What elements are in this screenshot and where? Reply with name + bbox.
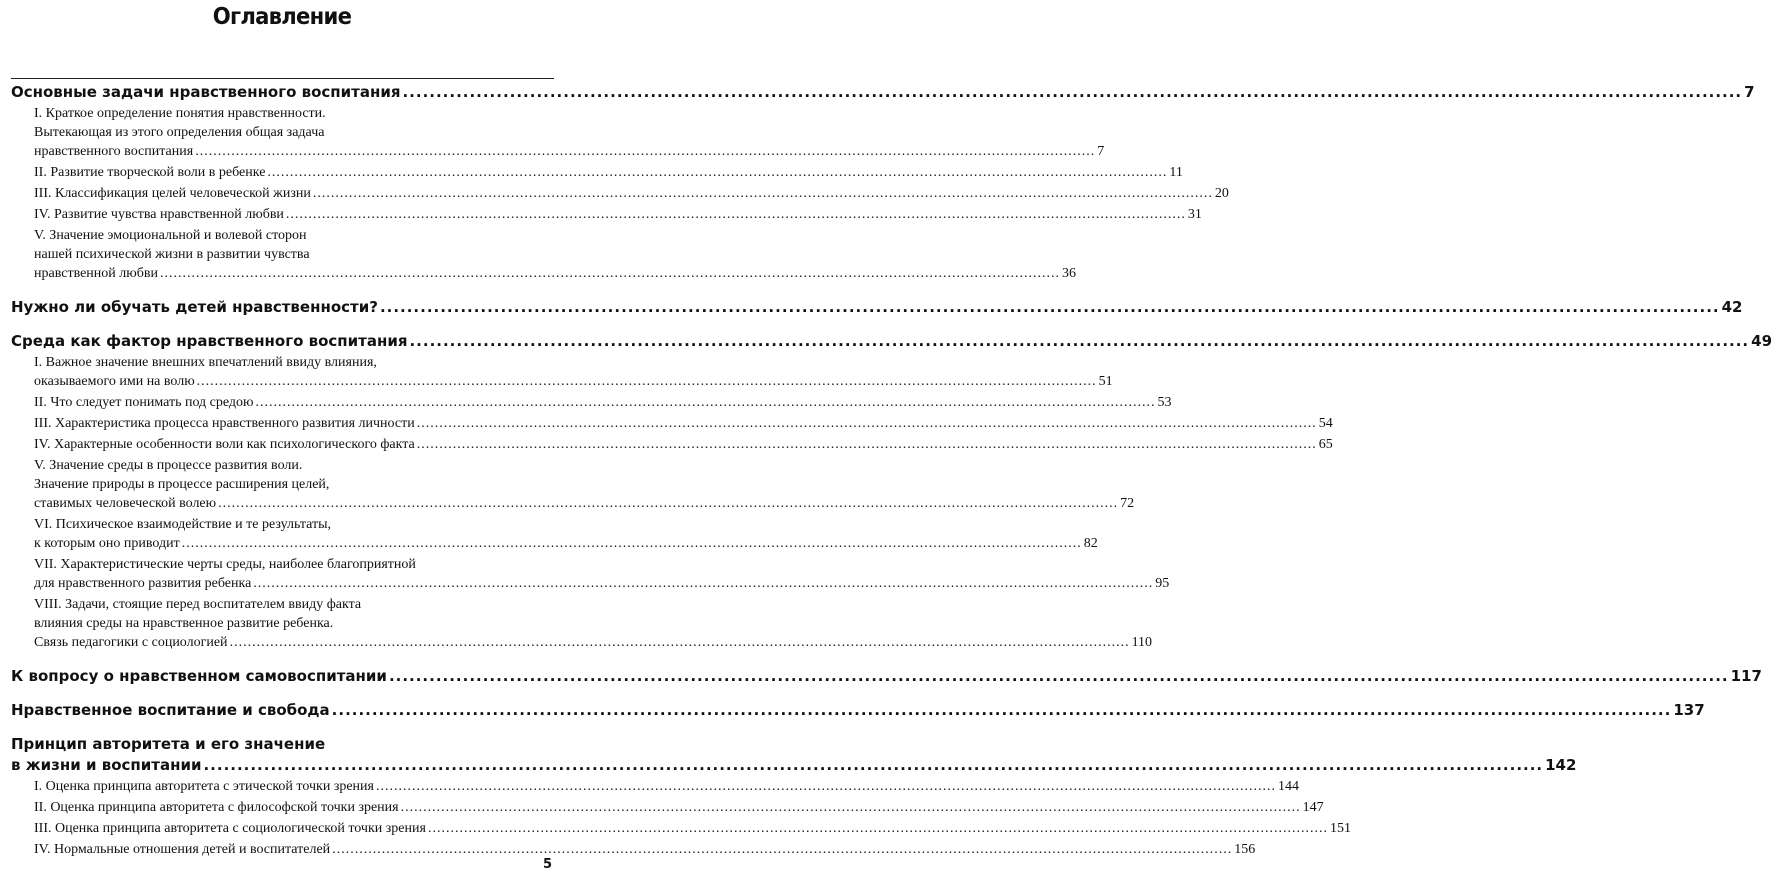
toc-entry-text: V. Значение эмоциональной и волевой сторон [34,228,307,243]
toc-entry-text: I. Краткое определение понятия нравственности. [34,106,326,121]
dot-leader: ........................................................................................................................................................................................................ [409,332,1750,350]
toc-entry-text: нравственного воспитания [34,144,194,159]
toc-entry-text: Связь педагогики с социологией [34,635,228,650]
toc-entry-last-line [34,534,1098,553]
dot-leader: ........................................................................................................................................................................................................ [253,576,1154,591]
dot-leader: ........................................................................................................................................................................................................ [267,165,1168,180]
dot-leader: ........................................................................................................................................................................................................ [255,395,1156,410]
toc-entry [34,435,1333,454]
toc-entry [34,393,1172,412]
toc-section-last-line [11,331,1772,352]
toc-section-title: Среда как фактор нравственного воспитания [11,332,408,350]
toc-entry-text: II. Что следует понимать под средою [34,395,254,410]
dot-leader: ........................................................................................................................................................................................................ [379,298,1720,316]
dot-leader: ........................................................................................................................................................................................................ [402,83,1743,101]
toc-entry [34,456,1135,513]
toc-entry-text: VIII. Задачи, стоящие перед воспитателем ввиду факта [34,597,362,612]
toc-entry-last-line [34,574,1170,593]
page-ref: 53 [1157,395,1172,410]
toc-entry [34,184,1229,203]
toc-section-last-line [11,700,1705,721]
toc-section-last-line [11,82,1755,103]
toc-entry-text: V. Значение среды в процессе развития воли. [34,458,303,473]
page-ref: 82 [1083,536,1098,551]
page-ref: 42 [1721,298,1743,316]
toc-entry-text: IV. Развитие чувства нравственной любви [34,207,284,222]
toc-section-title: Основные задачи нравственного воспитания [11,83,401,101]
toc-entry-text: IV. Характерные особенности воли как психологического факта [34,437,415,452]
toc-entry-last-line [34,163,1183,182]
toc-entry [34,840,1256,859]
toc-entry [34,163,1183,182]
dot-leader: ........................................................................................................................................................................................................ [427,821,1328,836]
toc-entry-last-line [34,372,1113,391]
toc-entry-last-line [34,205,1202,224]
dot-leader: ........................................................................................................................................................................................................ [376,779,1276,794]
page-ref: 144 [1278,779,1299,794]
toc-entry [34,104,1105,161]
page-ref: 51 [1098,374,1113,389]
toc-section [11,700,1705,721]
page-ref: 7 [1097,144,1105,159]
toc-section-title: К вопросу о нравственном самовоспитании [11,667,387,685]
toc-entry-text: VI. Психическое взаимодействие и те результаты, [34,517,331,532]
page-ref: 110 [1131,635,1153,650]
toc-entry-text: III. Характеристика процесса нравственного развития личности [34,416,415,431]
toc-entry [34,798,1324,817]
toc-entry-last-line [34,633,1153,652]
toc-entry-text: III. Классификация целей человеческой жизни [34,186,311,201]
toc-section [11,331,1772,352]
page-title: Оглавление [212,4,352,30]
dot-leader: ........................................................................................................................................................................................................ [203,756,1544,774]
page-ref: 147 [1302,800,1324,815]
page-ref: 7 [1744,83,1755,101]
page-ref: 65 [1318,437,1333,452]
toc-entry [34,819,1351,838]
toc-entry-text: Вытекающая из этого определения общая задача [34,125,325,140]
page-ref: 49 [1751,332,1772,350]
page-ref: 31 [1187,207,1202,222]
toc-entry-text: нашей психической жизни в развитии чувства [34,247,310,262]
toc-entry-last-line [34,798,1324,817]
dot-leader: ........................................................................................................................................................................................................ [331,701,1672,719]
dot-leader: ........................................................................................................................................................................................................ [332,842,1233,857]
toc-entry-last-line [34,777,1299,796]
toc-entry-last-line [34,393,1172,412]
page-ref: 117 [1730,667,1762,685]
toc-entry [34,595,1153,652]
dot-leader: ........................................................................................................................................................................................................ [416,437,1317,452]
page-ref: 36 [1061,266,1076,281]
toc-entry-last-line [34,184,1229,203]
toc-section [11,82,1755,103]
toc-entry-text: VII. Характеристические черты среды, наиболее благоприятной [34,557,416,572]
toc-entry-last-line [34,264,1076,283]
page-number: 5 [542,857,552,872]
toc-section-title: в жизни и воспитании [11,756,202,774]
toc-entry-text: II. Оценка принципа авторитета с философской точки зрения [34,800,399,815]
toc-entry-text: I. Важное значение внешних впечатлений ввиду влияния, [34,355,377,370]
dot-leader: ........................................................................................................................................................................................................ [229,635,1130,650]
toc-entry-text: I. Оценка принципа авторитета с этической точки зрения [34,779,374,794]
toc-entry-text: III. Оценка принципа авторитета с социологической точки зрения [34,821,426,836]
toc-section-title: Нужно ли обучать детей нравственности? [11,298,378,316]
page-ref: 72 [1120,496,1135,511]
dot-leader: ........................................................................................................................................................................................................ [195,144,1096,159]
dot-leader: ........................................................................................................................................................................................................ [400,800,1301,815]
toc-entry-text: IV. Нормальные отношения детей и воспитателей [34,842,331,857]
dot-leader: ........................................................................................................................................................................................................ [312,186,1213,201]
toc-entry-last-line [34,142,1105,161]
toc-entry-last-line [34,414,1333,433]
toc-section-last-line [11,755,1577,776]
toc-section [11,666,1762,687]
page-ref: 95 [1155,576,1170,591]
toc-entry-last-line [34,494,1135,513]
toc-entry [34,414,1333,433]
page-ref: 142 [1545,756,1577,774]
dot-leader: ........................................................................................................................................................................................................ [196,374,1097,389]
dot-leader: ........................................................................................................................................................................................................ [285,207,1186,222]
dot-leader: ........................................................................................................................................................................................................ [159,266,1060,281]
toc-entry [34,515,1098,553]
page-ref: 11 [1169,165,1183,180]
toc-entry-last-line [34,840,1256,859]
dot-leader: ........................................................................................................................................................................................................ [181,536,1082,551]
dot-leader: ........................................................................................................................................................................................................ [388,667,1729,685]
toc-entry-last-line [34,435,1333,454]
toc-entry-text: к которым оно приводит [34,536,180,551]
page-ref: 151 [1329,821,1351,836]
page-ref: 156 [1234,842,1256,857]
toc-entry [34,353,1113,391]
page-ref: 20 [1214,186,1229,201]
toc-section-last-line [11,297,1743,318]
page-ref: 137 [1673,701,1705,719]
dot-leader: ........................................................................................................................................................................................................ [218,496,1119,511]
title-rule [11,78,554,79]
toc-entry-text: II. Развитие творческой воли в ребенке [34,165,266,180]
toc-section [11,297,1743,318]
page-ref: 54 [1318,416,1333,431]
toc-section-last-line [11,666,1762,687]
toc-entry-text: оказываемого ими на волю [34,374,195,389]
toc-entry-text: для нравственного развития ребенка [34,576,252,591]
dot-leader: ........................................................................................................................................................................................................ [416,416,1317,431]
toc-entry-text: влияния среды на нравственное развитие ребенка. [34,616,334,631]
toc-section-title: Принцип авторитета и его значение [11,735,326,753]
toc-entry [34,205,1202,224]
toc-entry [34,555,1170,593]
toc-entry [34,226,1076,283]
toc-entry-text: Значение природы в процессе расширения целей, [34,477,330,492]
toc-entry-text: ставимых человеческой волею [34,496,217,511]
toc-section [11,734,1577,776]
toc-entry [34,777,1299,796]
toc-section-title: Нравственное воспитание и свобода [11,701,330,719]
toc-entry-text: нравственной любви [34,266,158,281]
toc-entry-last-line [34,819,1351,838]
